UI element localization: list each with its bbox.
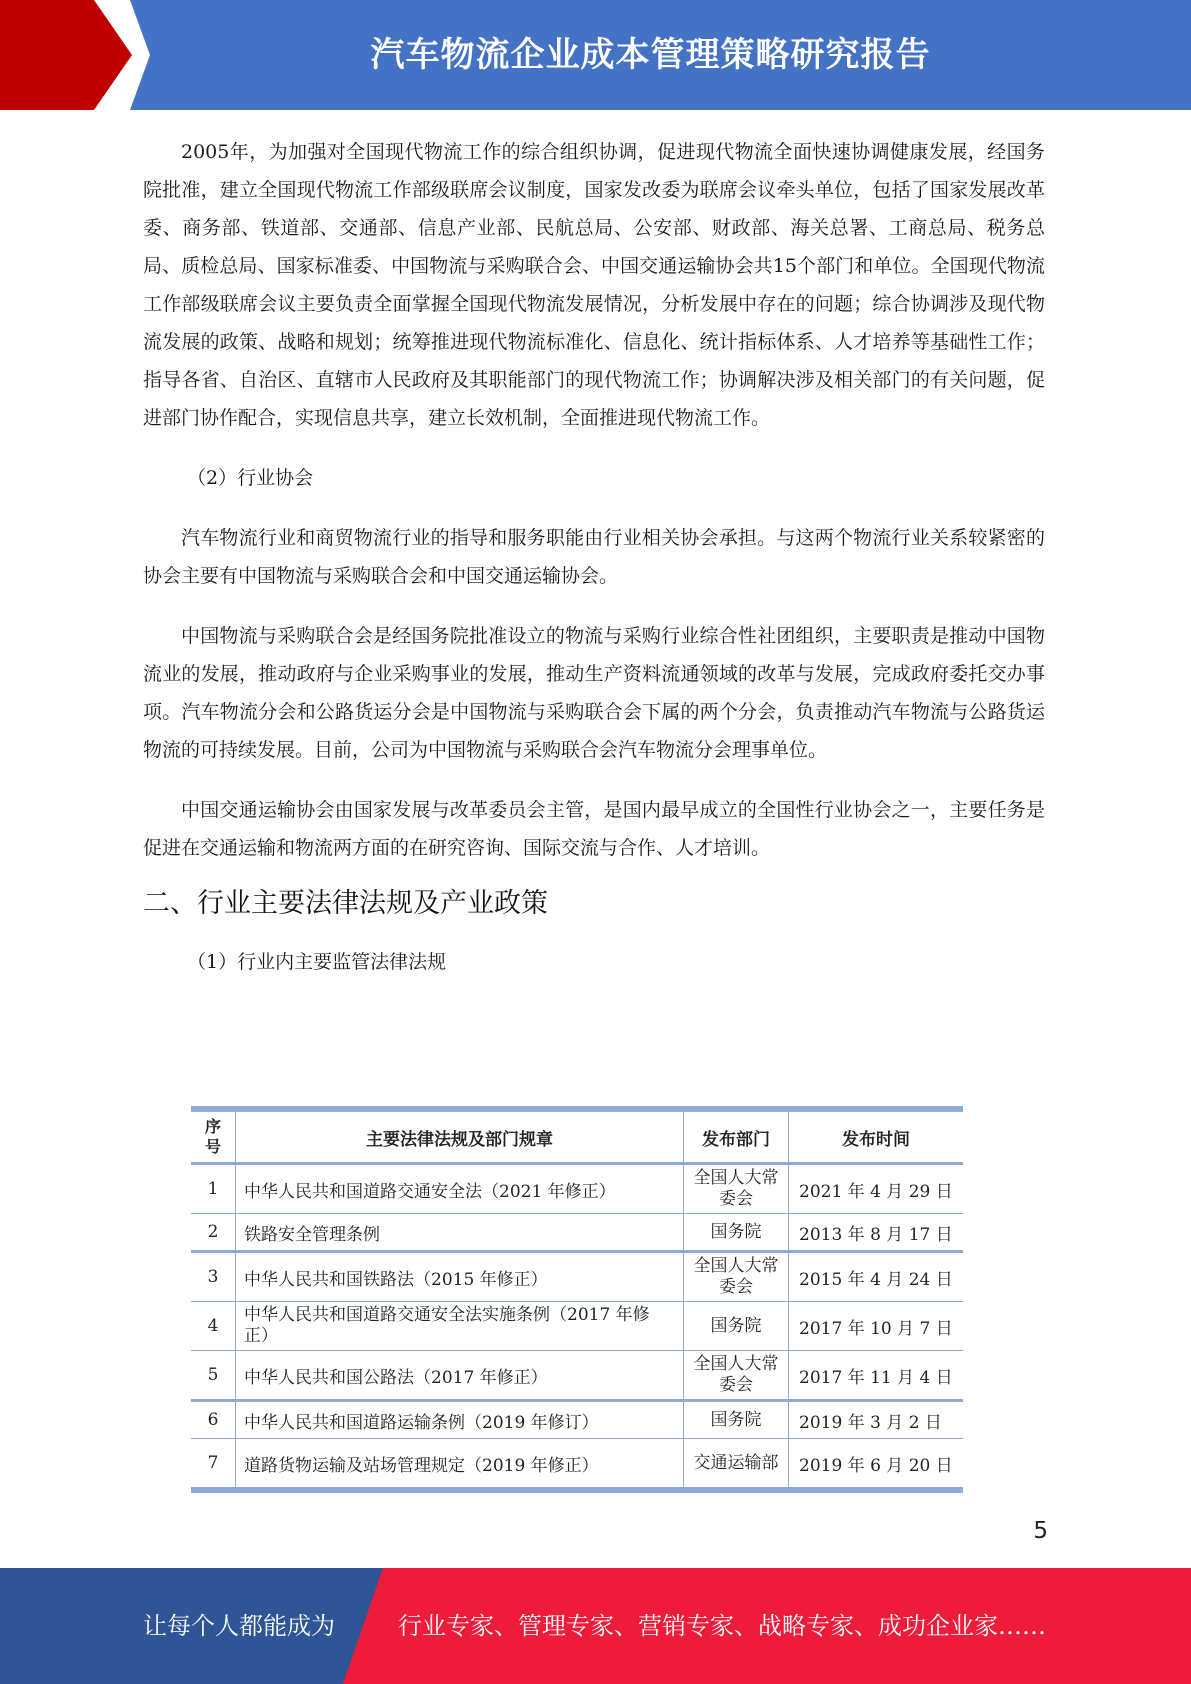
cell-no: 5: [191, 1351, 236, 1401]
header-dept: 发布部门: [684, 1109, 789, 1164]
report-title: 汽车物流企业成本管理策略研究报告: [370, 35, 931, 75]
cell-no: 3: [191, 1252, 236, 1302]
table-header-row: [191, 1109, 963, 1164]
cell-name: 中华人民共和国铁路法（2015 年修正）: [236, 1252, 684, 1302]
paragraph-cflp: 中国物流与采购联合会是经国务院批准设立的物流与采购行业综合性社团组织，主要职责是推动中国物流业的发展，推动政府与企业采购事业的发展，推动生产资料流通领域的改革与发展，完成政府委托交办事项。汽车物流分会和公路货运分会是中国物流与采购联合会下属的两个分会，负责推动汽车物流与公路货运物流的可持续发展。目前，公司为中国物流与采购联合会汽车物流分会理事单位。: [143, 625, 1045, 761]
paragraph-coordination: 2005年，为加强对全国现代物流工作的综合组织协调，促进现代物流全面快速协调健康发展，经国务院批准，建立全国现代物流工作部级联席会议制度，国家发改委为联席会议牵头单位，包括了国家发展改革委、商务部、铁道部、交通部、信息产业部、民航总局、公安部、财政部、海关总署、工商总局、税务总局、质检总局、国家标准委、中国物流与采购联合会、中国交通运输协会共15个部门和单位。全国现代物流工作部级联席会议主要负责全面掌握全国现代物流发展情况，分析发展中存在的问题；综合协调涉及现代物流发展的政策、战略和规划；统筹推进现代物流标准化、信息化、统计指标体系、人才培养等基础性工作；指导各省、自治区、直辖市人民政府及其职能部门的现代物流工作；协调解决涉及相关部门的有关问题，促进部门协作配合，实现信息共享，建立长效机制，全面推进现代物流工作。: [143, 141, 1045, 429]
page-number: 5: [1033, 1518, 1048, 1544]
cell-date: 2017 年 11 月 4 日: [789, 1351, 964, 1401]
cell-name: 中华人民共和国道路交通安全法（2021 年修正）: [236, 1164, 684, 1214]
cell-name: 铁路安全管理条例: [236, 1214, 684, 1252]
laws-table: [191, 1106, 963, 1493]
cell-date: 2017 年 10 月 7 日: [789, 1302, 964, 1351]
cell-name: 中华人民共和国道路运输条例（2019 年修订）: [236, 1401, 684, 1439]
cell-dept: 交通运输部: [684, 1439, 789, 1491]
main-content: [143, 133, 1045, 981]
cell-dept: 全国人大常委会: [684, 1252, 789, 1302]
paragraph-ccta: 中国交通运输协会由国家发展与改革委员会主管，是国内最早成立的全国性行业协会之一，主要任务是促进在交通运输和物流两方面的在研究咨询、国际交流与合作、人才培训。: [143, 799, 1045, 859]
cell-no: 2: [191, 1214, 236, 1252]
cell-name: 中华人民共和国道路交通安全法实施条例（2017 年修正）: [236, 1302, 684, 1351]
cell-dept: 国务院: [684, 1302, 789, 1351]
table-row: [191, 1439, 963, 1491]
paragraph-associations-intro: 汽车物流行业和商贸物流行业的指导和服务职能由行业相关协会承担。与这两个物流行业关系较紧密的协会主要有中国物流与采购联合会和中国交通运输协会。: [143, 527, 1045, 587]
cell-date: 2021 年 4 月 29 日: [789, 1164, 964, 1214]
cell-dept: 全国人大常委会: [684, 1351, 789, 1401]
cell-dept: 全国人大常委会: [684, 1164, 789, 1214]
header-no: 序号: [191, 1109, 236, 1164]
cell-name: 中华人民共和国公路法（2017 年修正）: [236, 1351, 684, 1401]
table-row: [191, 1252, 963, 1302]
cell-no: 6: [191, 1401, 236, 1439]
cell-dept: 国务院: [684, 1401, 789, 1439]
section-subheading: （1）行业内主要监管法律法规: [187, 951, 447, 973]
cell-no: 7: [191, 1439, 236, 1491]
table-row: [191, 1302, 963, 1351]
table-row: [191, 1214, 963, 1252]
cell-name: 道路货物运输及站场管理规定（2019 年修正）: [236, 1439, 684, 1491]
cell-date: 2015 年 4 月 24 日: [789, 1252, 964, 1302]
cell-no: 4: [191, 1302, 236, 1351]
footer-slogan-right: 行业专家、管理专家、营销专家、战略专家、成功企业家……: [398, 1612, 1046, 1640]
cell-date: 2019 年 6 月 20 日: [789, 1439, 964, 1491]
table-row: [191, 1351, 963, 1401]
page-footer: [0, 1568, 1191, 1684]
section-heading: 二、行业主要法律法规及产业政策: [143, 888, 548, 919]
cell-date: 2013 年 8 月 17 日: [789, 1214, 964, 1252]
page-header: [0, 0, 1191, 110]
table-row: [191, 1401, 963, 1439]
cell-date: 2019 年 3 月 2 日: [789, 1401, 964, 1439]
cell-no: 1: [191, 1164, 236, 1214]
subheading-industry-association: （2）行业协会: [187, 467, 314, 489]
table-row: [191, 1164, 963, 1214]
footer-slogan-left: 让每个人都能成为: [143, 1612, 335, 1640]
header-name: 主要法律法规及部门规章: [236, 1109, 684, 1164]
header-date: 发布时间: [789, 1109, 964, 1164]
cell-dept: 国务院: [684, 1214, 789, 1252]
